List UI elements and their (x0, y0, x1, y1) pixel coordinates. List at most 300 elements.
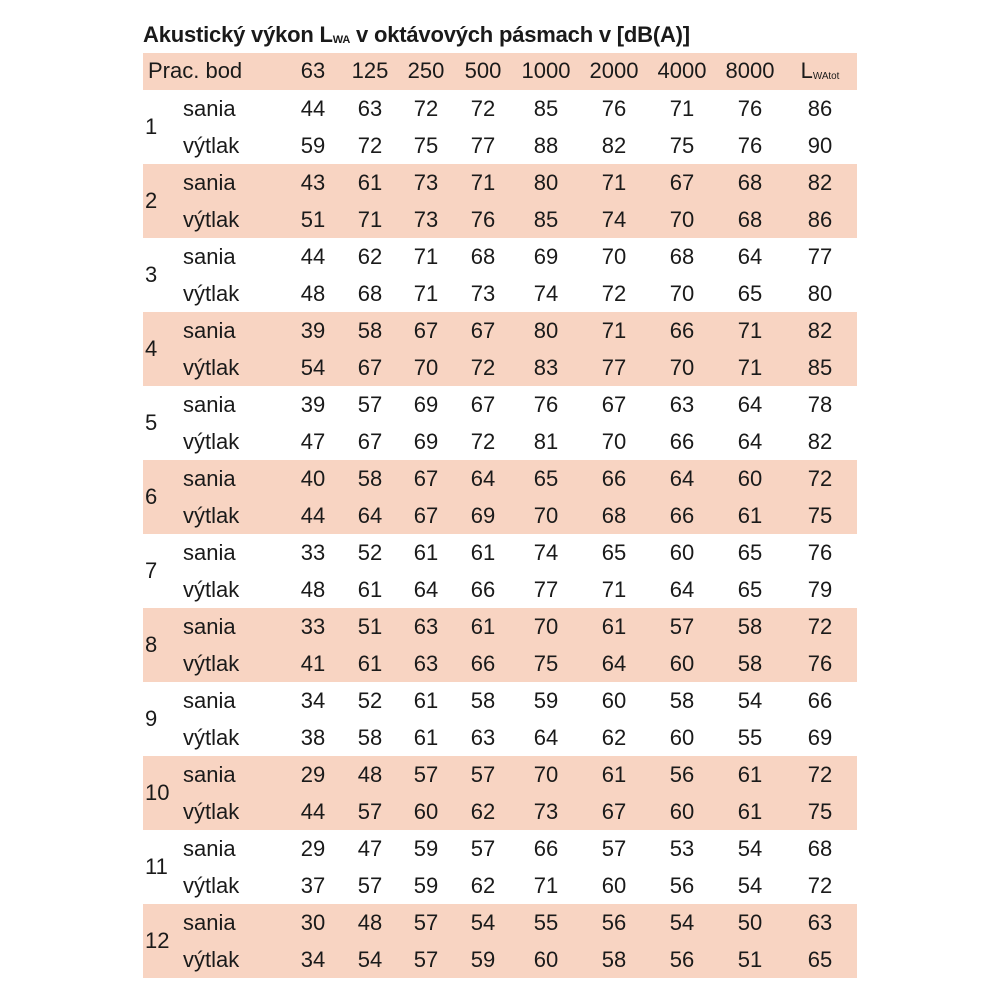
band-value: 50 (737, 910, 763, 935)
total-value: 77 (807, 244, 833, 269)
band-value: 55 (737, 725, 763, 750)
band-value: 67 (669, 170, 695, 195)
band-value: 61 (357, 170, 383, 195)
band-value: 57 (413, 947, 439, 972)
band-value: 63 (413, 614, 439, 639)
band-value: 52 (357, 688, 383, 713)
band-value: 74 (533, 540, 559, 565)
band-value: 64 (669, 466, 695, 491)
band-value: 62 (357, 244, 383, 269)
band-value: 57 (470, 836, 496, 861)
band-value: 58 (357, 725, 383, 750)
band-value: 48 (357, 910, 383, 935)
band-value: 85 (533, 96, 559, 121)
band-value: 69 (470, 503, 496, 528)
band-value: 70 (601, 244, 627, 269)
band-value: 58 (669, 688, 695, 713)
header-band-4000: 4000 (657, 58, 707, 83)
band-value: 71 (601, 577, 627, 602)
operating-point-group (143, 90, 857, 164)
operating-point-group (143, 904, 857, 978)
band-value: 60 (601, 873, 627, 898)
operating-point-group (143, 312, 857, 386)
band-value: 37 (300, 873, 326, 898)
band-value: 64 (737, 429, 763, 454)
table-row (143, 238, 857, 275)
band-value: 52 (357, 540, 383, 565)
band-value: 40 (300, 466, 326, 491)
operating-point-number: 3 (145, 262, 158, 287)
band-value: 64 (669, 577, 695, 602)
band-value: 47 (300, 429, 326, 454)
total-value: 68 (807, 836, 833, 861)
band-value: 56 (669, 947, 695, 972)
total-value: 76 (807, 540, 833, 565)
table-row (143, 201, 857, 238)
band-value: 39 (300, 392, 326, 417)
band-value: 68 (357, 281, 383, 306)
band-value: 39 (300, 318, 326, 343)
row-side-label: sania (183, 762, 236, 787)
operating-point-group (143, 756, 857, 830)
total-value: 82 (807, 170, 833, 195)
band-value: 61 (413, 540, 439, 565)
band-value: 69 (533, 244, 559, 269)
band-value: 61 (413, 688, 439, 713)
band-value: 54 (669, 910, 695, 935)
row-side-label: výtlak (183, 947, 240, 972)
table-title (143, 17, 857, 53)
band-value: 73 (533, 799, 559, 824)
table-row (143, 534, 857, 571)
band-value: 61 (470, 540, 496, 565)
band-value: 59 (533, 688, 559, 713)
table-row (143, 867, 857, 904)
band-value: 63 (470, 725, 496, 750)
table-row (143, 164, 857, 201)
band-value: 54 (300, 355, 326, 380)
band-value: 77 (470, 133, 496, 158)
header-band-8000: 8000 (725, 58, 775, 83)
row-side-label: výtlak (183, 133, 240, 158)
band-value: 57 (669, 614, 695, 639)
band-value: 57 (601, 836, 627, 861)
band-value: 51 (737, 947, 763, 972)
band-value: 67 (357, 355, 383, 380)
band-value: 71 (533, 873, 559, 898)
band-value: 59 (413, 836, 439, 861)
total-value: 86 (807, 207, 833, 232)
band-value: 61 (601, 614, 627, 639)
band-value: 44 (300, 96, 326, 121)
row-side-label: výtlak (183, 207, 240, 232)
band-value: 76 (533, 392, 559, 417)
row-side-label: výtlak (183, 725, 240, 750)
band-value: 81 (533, 429, 559, 454)
band-value: 77 (601, 355, 627, 380)
table-row (143, 793, 857, 830)
band-value: 67 (601, 799, 627, 824)
band-value: 76 (470, 207, 496, 232)
header-band-250: 250 (407, 58, 445, 83)
row-side-label: sania (183, 96, 236, 121)
band-value: 65 (737, 577, 763, 602)
band-value: 65 (533, 466, 559, 491)
header-band-1000: 1000 (521, 58, 571, 83)
band-value: 66 (533, 836, 559, 861)
band-value: 58 (357, 318, 383, 343)
band-value: 71 (413, 244, 439, 269)
band-value: 58 (737, 614, 763, 639)
operating-point-number: 1 (145, 114, 158, 139)
title-main: Akustický výkon L (143, 22, 333, 47)
row-side-label: výtlak (183, 355, 240, 380)
table-row (143, 460, 857, 497)
band-value: 76 (737, 133, 763, 158)
band-value: 67 (357, 429, 383, 454)
total-value: 82 (807, 318, 833, 343)
band-value: 76 (737, 96, 763, 121)
band-value: 48 (300, 281, 326, 306)
band-value: 75 (413, 133, 439, 158)
band-value: 80 (533, 318, 559, 343)
row-side-label: sania (183, 910, 236, 935)
band-value: 44 (300, 244, 326, 269)
band-value: 70 (413, 355, 439, 380)
total-value: 72 (807, 762, 833, 787)
table-row (143, 90, 857, 127)
row-side-label: výtlak (183, 651, 240, 676)
band-value: 72 (357, 133, 383, 158)
band-value: 68 (737, 207, 763, 232)
total-value: 76 (807, 651, 833, 676)
band-value: 54 (470, 910, 496, 935)
table-row (143, 349, 857, 386)
header-band-63: 63 (300, 58, 326, 83)
band-value: 71 (601, 170, 627, 195)
table-row (143, 275, 857, 312)
band-value: 67 (601, 392, 627, 417)
header-total (780, 53, 860, 90)
total-value: 75 (807, 799, 833, 824)
band-value: 69 (413, 392, 439, 417)
band-value: 58 (357, 466, 383, 491)
table-body (143, 90, 857, 978)
band-value: 41 (300, 651, 326, 676)
header-row (143, 53, 857, 90)
band-value: 68 (669, 244, 695, 269)
row-side-label: sania (183, 392, 236, 417)
operating-point-number: 6 (145, 484, 158, 509)
band-value: 61 (357, 651, 383, 676)
band-value: 29 (300, 762, 326, 787)
band-value: 44 (300, 799, 326, 824)
band-value: 66 (669, 503, 695, 528)
band-value: 71 (470, 170, 496, 195)
row-side-label: výtlak (183, 429, 240, 454)
band-value: 56 (601, 910, 627, 935)
band-value: 60 (601, 688, 627, 713)
row-side-label: sania (183, 466, 236, 491)
band-value: 70 (533, 614, 559, 639)
total-value: 69 (807, 725, 833, 750)
band-value: 67 (470, 318, 496, 343)
band-value: 64 (533, 725, 559, 750)
band-value: 43 (300, 170, 326, 195)
band-value: 57 (413, 910, 439, 935)
row-side-label: sania (183, 836, 236, 861)
band-value: 67 (413, 503, 439, 528)
band-value: 33 (300, 614, 326, 639)
band-value: 85 (533, 207, 559, 232)
band-value: 51 (357, 614, 383, 639)
row-side-label: výtlak (183, 281, 240, 306)
table-row (143, 312, 857, 349)
band-value: 74 (601, 207, 627, 232)
band-value: 57 (357, 392, 383, 417)
band-value: 61 (470, 614, 496, 639)
band-value: 64 (601, 651, 627, 676)
band-value: 88 (533, 133, 559, 158)
total-value: 72 (807, 614, 833, 639)
header-band-2000: 2000 (589, 58, 639, 83)
band-value: 75 (669, 133, 695, 158)
band-value: 48 (357, 762, 383, 787)
band-value: 61 (357, 577, 383, 602)
band-value: 77 (533, 577, 559, 602)
band-value: 34 (300, 947, 326, 972)
table-row (143, 608, 857, 645)
band-value: 83 (533, 355, 559, 380)
table-row (143, 756, 857, 793)
band-value: 64 (737, 244, 763, 269)
band-value: 70 (669, 355, 695, 380)
band-value: 61 (601, 762, 627, 787)
operating-point-number: 2 (145, 188, 158, 213)
band-value: 71 (357, 207, 383, 232)
band-value: 73 (413, 170, 439, 195)
table-row (143, 904, 857, 941)
header-band-125: 125 (351, 58, 389, 83)
row-side-label: sania (183, 170, 236, 195)
band-value: 70 (669, 207, 695, 232)
operating-point-number: 10 (145, 780, 170, 805)
band-value: 55 (533, 910, 559, 935)
table-row (143, 386, 857, 423)
band-value: 60 (669, 651, 695, 676)
band-value: 64 (470, 466, 496, 491)
band-value: 71 (669, 96, 695, 121)
band-value: 61 (413, 725, 439, 750)
band-value: 66 (470, 651, 496, 676)
operating-point-group (143, 534, 857, 608)
band-value: 67 (413, 318, 439, 343)
row-side-label: výtlak (183, 799, 240, 824)
band-value: 56 (669, 762, 695, 787)
total-value: 63 (807, 910, 833, 935)
band-value: 60 (669, 540, 695, 565)
total-value: 80 (807, 281, 833, 306)
row-side-label: výtlak (183, 503, 240, 528)
header-col-operating-point: Prac. bod (148, 58, 243, 83)
band-value: 33 (300, 540, 326, 565)
band-value: 65 (737, 540, 763, 565)
operating-point-number: 4 (145, 336, 158, 361)
band-value: 54 (737, 873, 763, 898)
operating-point-number: 9 (145, 706, 158, 731)
band-value: 75 (533, 651, 559, 676)
band-value: 54 (737, 688, 763, 713)
total-value: 72 (807, 466, 833, 491)
row-side-label: sania (183, 318, 236, 343)
total-value: 79 (807, 577, 833, 602)
total-value: 66 (807, 688, 833, 713)
band-value: 60 (413, 799, 439, 824)
total-value: 90 (807, 133, 833, 158)
band-value: 71 (737, 318, 763, 343)
total-value: 85 (807, 355, 833, 380)
band-value: 60 (737, 466, 763, 491)
operating-point-number: 5 (145, 410, 158, 435)
band-value: 59 (413, 873, 439, 898)
row-side-label: sania (183, 540, 236, 565)
band-value: 60 (669, 725, 695, 750)
title-subscript: WA (332, 34, 351, 47)
band-value: 54 (357, 947, 383, 972)
band-value: 66 (669, 318, 695, 343)
band-value: 64 (357, 503, 383, 528)
band-value: 58 (470, 688, 496, 713)
band-value: 47 (357, 836, 383, 861)
band-value: 76 (601, 96, 627, 121)
band-value: 69 (413, 429, 439, 454)
band-value: 66 (669, 429, 695, 454)
band-value: 59 (300, 133, 326, 158)
band-value: 61 (737, 799, 763, 824)
table-row (143, 423, 857, 460)
band-value: 61 (737, 503, 763, 528)
band-value: 57 (413, 762, 439, 787)
band-value: 70 (669, 281, 695, 306)
row-side-label: sania (183, 688, 236, 713)
band-value: 72 (601, 281, 627, 306)
row-side-label: výtlak (183, 873, 240, 898)
band-value: 73 (413, 207, 439, 232)
row-side-label: výtlak (183, 577, 240, 602)
operating-point-number: 7 (145, 558, 158, 583)
band-value: 64 (413, 577, 439, 602)
band-value: 61 (737, 762, 763, 787)
title-rest: v oktávových pásmach v [dB(A)] (350, 22, 690, 47)
table-row (143, 941, 857, 978)
row-side-label: sania (183, 244, 236, 269)
band-value: 57 (470, 762, 496, 787)
band-value: 71 (601, 318, 627, 343)
band-value: 66 (601, 466, 627, 491)
table-row (143, 645, 857, 682)
band-value: 59 (470, 947, 496, 972)
band-value: 38 (300, 725, 326, 750)
header-total-subscript: WAtot (812, 70, 840, 82)
band-value: 62 (470, 873, 496, 898)
band-value: 68 (601, 503, 627, 528)
band-value: 82 (601, 133, 627, 158)
total-value: 86 (807, 96, 833, 121)
total-value: 82 (807, 429, 833, 454)
band-value: 63 (357, 96, 383, 121)
band-value: 62 (601, 725, 627, 750)
band-value: 70 (533, 503, 559, 528)
operating-point-group (143, 386, 857, 460)
operating-point-group (143, 238, 857, 312)
band-value: 65 (737, 281, 763, 306)
band-value: 70 (533, 762, 559, 787)
band-value: 64 (737, 392, 763, 417)
table-row (143, 719, 857, 756)
operating-point-group (143, 608, 857, 682)
table-row (143, 127, 857, 164)
band-value: 56 (669, 873, 695, 898)
band-value: 60 (533, 947, 559, 972)
total-value: 65 (807, 947, 833, 972)
band-value: 71 (737, 355, 763, 380)
band-value: 72 (470, 429, 496, 454)
band-value: 63 (413, 651, 439, 676)
band-value: 44 (300, 503, 326, 528)
band-value: 74 (533, 281, 559, 306)
table-row (143, 682, 857, 719)
band-value: 48 (300, 577, 326, 602)
band-value: 57 (357, 873, 383, 898)
total-value: 72 (807, 873, 833, 898)
operating-point-number: 12 (145, 928, 170, 953)
band-value: 70 (601, 429, 627, 454)
band-value: 58 (737, 651, 763, 676)
band-value: 80 (533, 170, 559, 195)
operating-point-number: 11 (145, 854, 168, 879)
band-value: 62 (470, 799, 496, 824)
acoustic-power-table (143, 17, 857, 978)
band-value: 60 (669, 799, 695, 824)
total-value: 75 (807, 503, 833, 528)
band-value: 65 (601, 540, 627, 565)
table-row (143, 571, 857, 608)
band-value: 51 (300, 207, 326, 232)
operating-point-number: 8 (145, 632, 158, 657)
header-total-main: L (800, 58, 813, 83)
band-value: 54 (737, 836, 763, 861)
band-value: 29 (300, 836, 326, 861)
band-value: 72 (413, 96, 439, 121)
operating-point-group (143, 830, 857, 904)
total-value: 78 (807, 392, 833, 417)
band-value: 73 (470, 281, 496, 306)
operating-point-group (143, 682, 857, 756)
band-value: 68 (737, 170, 763, 195)
header-band-500: 500 (464, 58, 502, 83)
band-value: 71 (413, 281, 439, 306)
band-value: 72 (470, 355, 496, 380)
operating-point-group (143, 460, 857, 534)
band-value: 57 (357, 799, 383, 824)
band-value: 34 (300, 688, 326, 713)
band-value: 30 (300, 910, 326, 935)
band-value: 58 (601, 947, 627, 972)
band-value: 68 (470, 244, 496, 269)
table-row (143, 830, 857, 867)
operating-point-group (143, 164, 857, 238)
band-value: 53 (669, 836, 695, 861)
